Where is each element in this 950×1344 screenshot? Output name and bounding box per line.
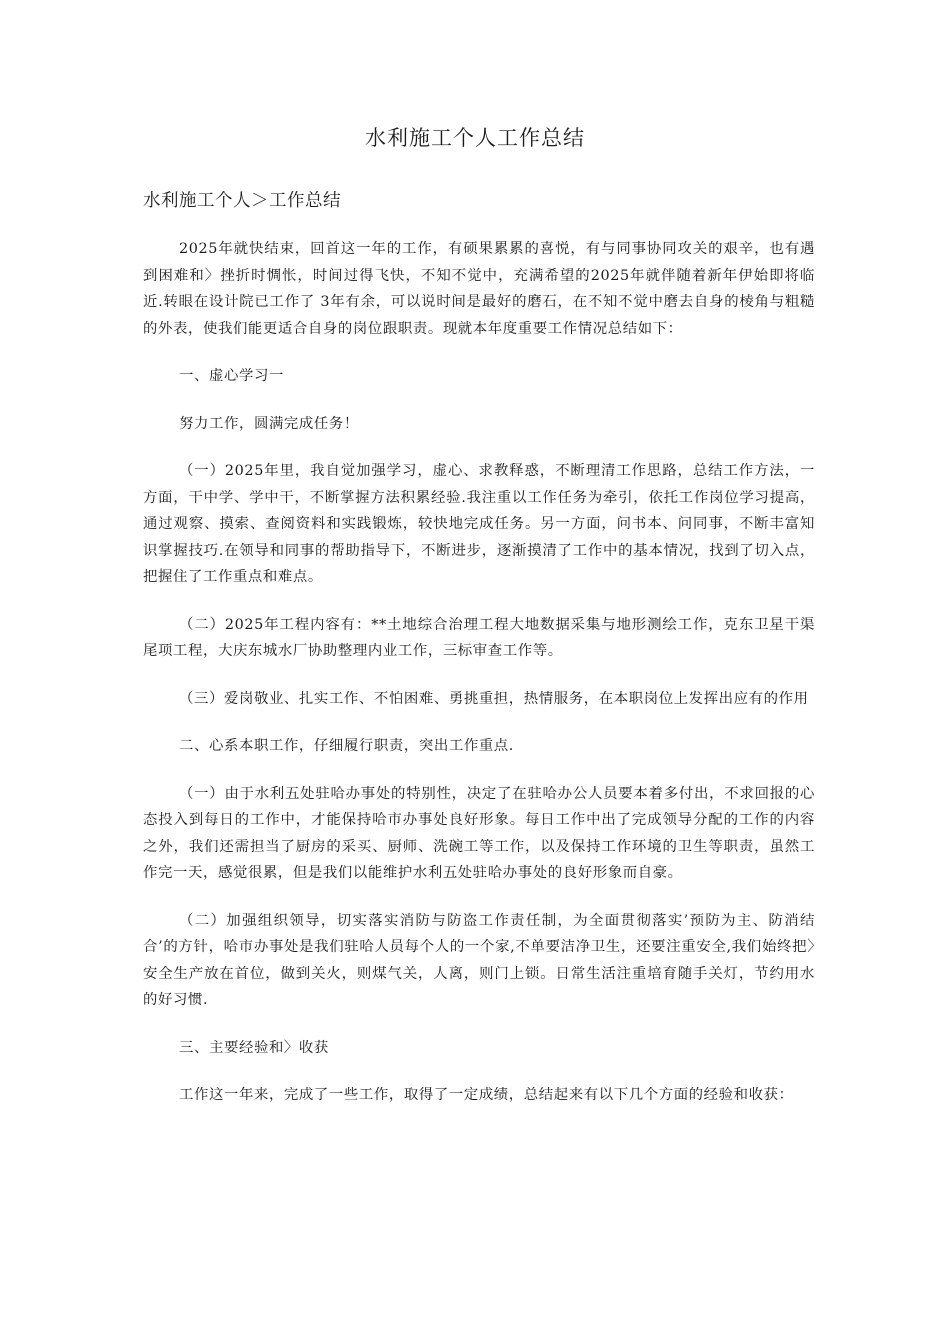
paragraph: （二）2025年工程内容有：**土地综合治理工程大地数据采集与地形测绘工作，克东卫星干渠尾项工程，大庆东城水厂协助整理内业工作，三标审查工作等。: [143, 616, 815, 659]
paragraph-intro: 2025年就快结束，回首这一年的工作，有硕果累累的喜悦，有与同事协同攻关的艰辛，也有遇到困难和〉挫折时惆怅，时间过得飞快，不知不觉中，充满希望的2025年就伴随着新年伊始即将临近.转眼在设计院已工作了 3年有余，可以说时间是最好的磨石，在不知不觉中磨去自身的棱角与粗糙的外表，使我们能更适合自身的岗位跟职责。现就本年度重要工作情况总结如下：: [143, 241, 815, 337]
document-subtitle: 水利施工个人＞工作总结: [143, 191, 341, 211]
section-heading-3: 三、主要经验和〉收获: [179, 1039, 329, 1056]
paragraph: （二）加强组织领导，切实落实消防与防盗工作责任制，为全面贯彻落实’预防为主、防消结合’的方针，哈市办事处是我们驻哈人员每个人的一个家,不单要洁净卫生，还要注重安全,我们始终把〉安全生产放在首位，做到关火，则煤气关，人离，则门上锁。日常生活注重培育随手关灯，节约用水的好习惯.: [143, 912, 815, 1008]
document-title: 水利施工个人工作总结: [365, 126, 585, 150]
paragraph: （一）2025年里，我自觉加强学习，虚心、求教释惑，不断理清工作思路，总结工作方法，一方面，干中学、学中干，不断掌握方法积累经验.我注重以工作任务为牵引，依托工作岗位学习提高，通过观察、摸索、查阅资料和实践锻炼，较快地完成任务。另一方面，问书本、问同事，不断丰富知识掌握技巧.在领导和同事的帮助指导下，不断进步，逐渐摸清了工作中的基本情况，找到了切入点，把握住了工作重点和难点。: [143, 463, 815, 585]
section-heading-2: 二、心系本职工作，仔细履行职责，突出工作重点.: [179, 738, 514, 754]
section-heading-1: 一、虚心学习一: [179, 368, 284, 384]
document-body: [143, 236, 815, 1130]
paragraph: （三）爱岗敬业、扎实工作、不怕困难、勇挑重担，热情服务，在本职岗位上发挥出应有的作用: [179, 690, 809, 707]
paragraph-closing: 工作这一年来，完成了一些工作，取得了一定成绩，总结起来有以下几个方面的经验和收获：: [179, 1087, 794, 1103]
paragraph: （一）由于水利五处驻哈办事处的特别性，决定了在驻哈办公人员要本着多付出，不求回报的心态投入到每日的工作中，才能保持哈市办事处良好形象。每日工作中出了完成领导分配的工作的内容之外，我们还需担当了厨房的采买、厨师、洗碗工等工作，以及保持工作环境的卫生等职责，虽然工作完一天，感觉很累，但是我们以能维护水利五处驻哈办事处的良好形象而自豪。: [143, 785, 815, 881]
paragraph: 努力工作，圆满完成任务！: [179, 415, 359, 432]
